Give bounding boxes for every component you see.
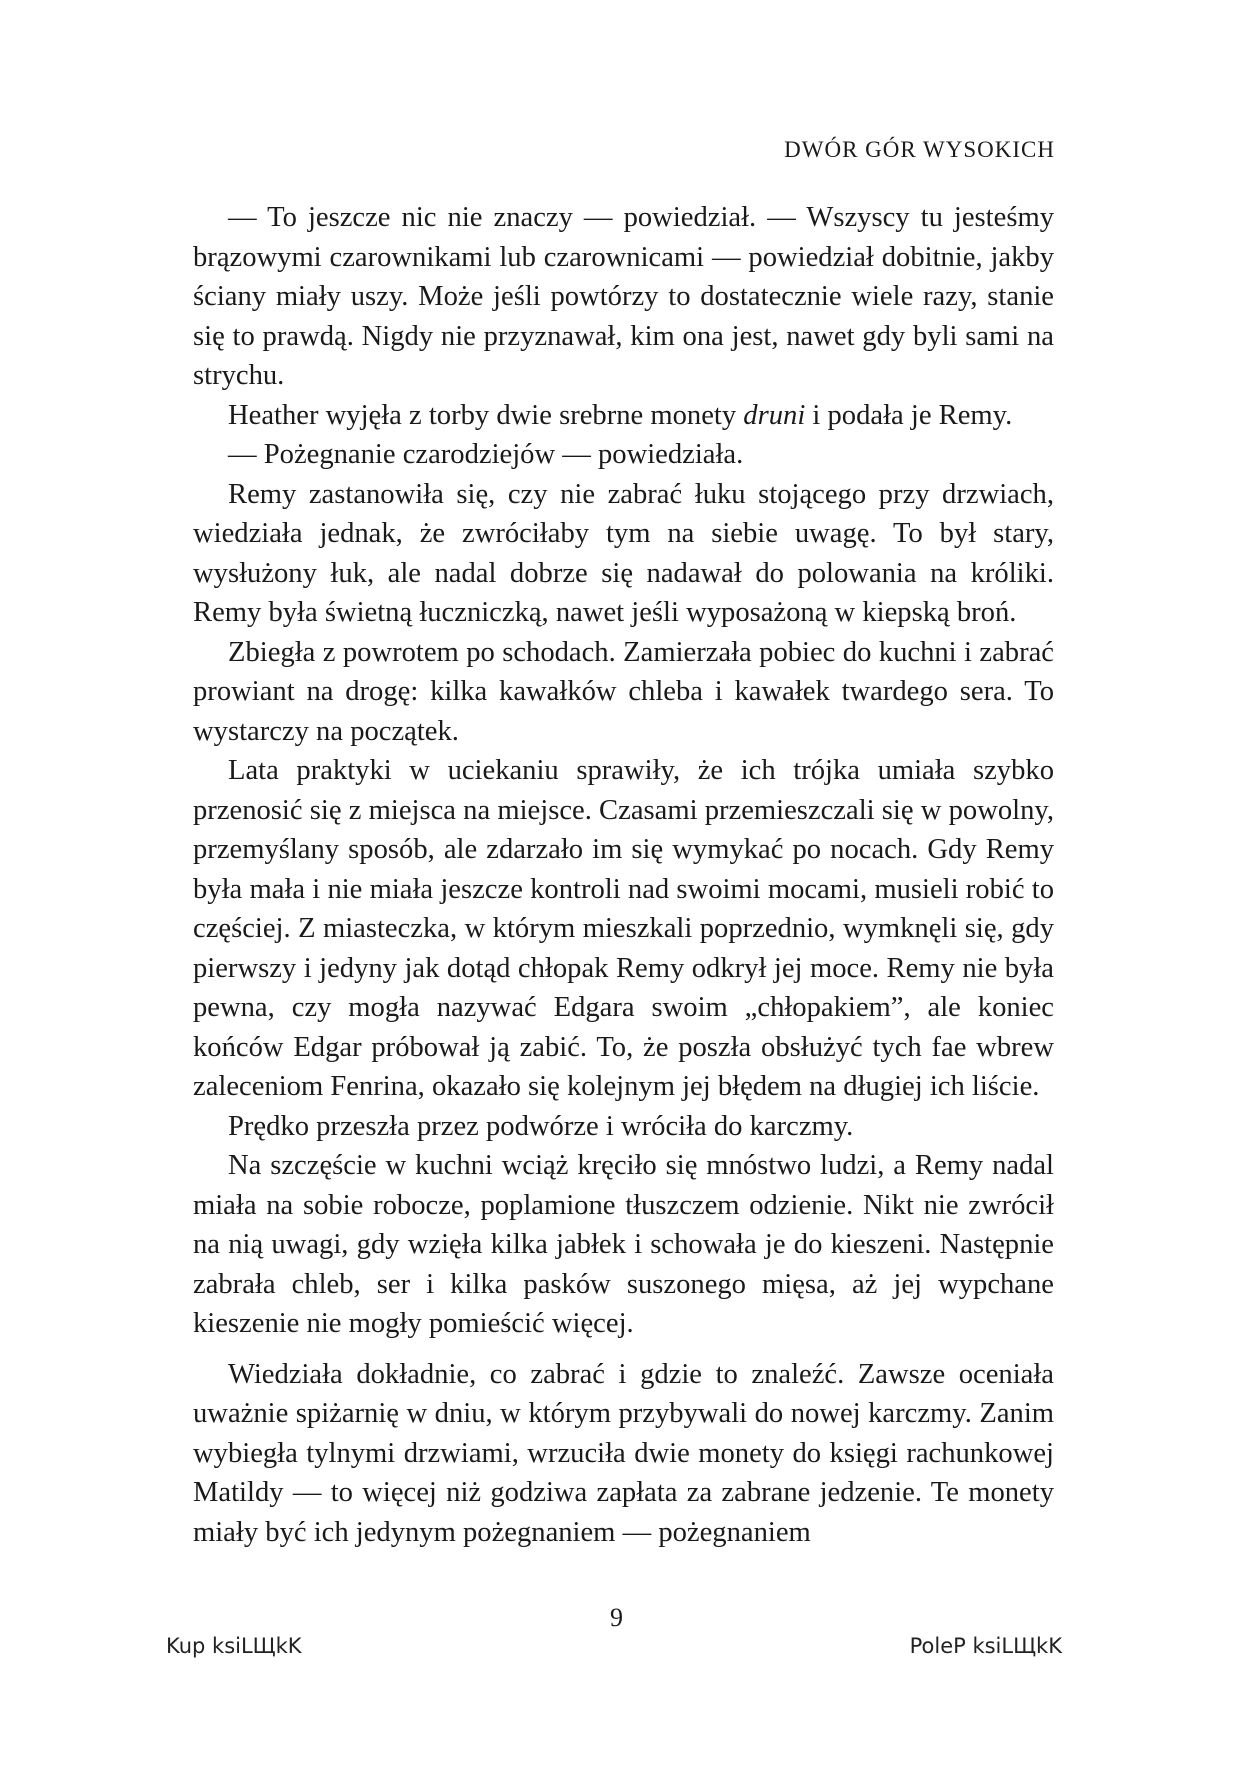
heather-text-before: Heather wyjęła z torby dwie srebrne monety [228, 399, 744, 431]
running-head-title: DWÓR GÓR WYSOKICH [784, 137, 1055, 162]
heather-text-after: i podała je Remy. [805, 399, 1013, 431]
paragraph-6: Na szczęście w kuchni wciąż kręciło się mnóstwo ludzi, a Remy nadal miała na sobie robocze, poplamione tłuszczem odzienie. Nikt nie zwrócił na nią uwagi, gdy wzięła kilka jabłek i schowała je do kieszeni. Następnie zabrała chleb, ser i kilka pasków suszonego mięsa, aż jej wypchane kieszenie nie mogły pomieścić więcej. [193, 1150, 1054, 1339]
paragraph-5: Prędko przeszła przez podwórze i wróciła do karczmy. [228, 1110, 854, 1142]
paragraph-1: — To jeszcze nic nie znaczy — powiedział. — Wszyscy tu jesteśmy brązowymi czarownikami lub czarownicami — powiedział dobitnie, jakby ściany miały uszy. Może jeśli powtórzy to dostatecznie wiele razy, stanie się to prawdą. Nigdy nie przyznawał, kim ona jest, nawet gdy byli sami na strychu. [193, 202, 1054, 391]
page-number: 9 [610, 1603, 623, 1632]
paragraph-farewell: — Pożegnanie czarodziejów — powiedziała. [228, 439, 744, 470]
recommend-book-link[interactable]: PoleP ksiLЩkK [909, 1634, 1062, 1658]
paragraph-2: Remy zastanowiła się, czy nie zabrać łuku stojącego przy drzwiach, wiedziała jednak, że zwróciłaby tym na siebie uwagę. To był stary, wysłużony łuk, ale nadal dobrze się nadawał do polowania na króliki. Remy była świetną łuczniczką, nawet jeśli wyposażoną w kiepską broń. [193, 478, 1054, 628]
paragraph-3: Zbiegła z powrotem po schodach. Zamierzała pobiec do kuchni i zabrać prowiant na drogę: kilka kawałków chleba i kawałek twardego sera. To wystarczy na początek. [193, 636, 1054, 747]
heather-text-italic: druni [743, 399, 806, 431]
paragraph-7: Wiedziała dokładnie, co zabrać i gdzie to znaleźć. Zawsze oceniała uważnie spiżarnię w dniu, w którym przybywali do nowej karczmy. Zanim wybiegła tylnymi drzwiami, wrzuciła dwie monety do księgi rachunkowej Matildy — to więcej niż godziwa zapłata za zabrane jedzenie. Te monety miały być ich jedynym pożegnaniem — pożegnaniem [193, 1358, 1054, 1548]
buy-book-link[interactable]: Kup ksiLЩkK [166, 1634, 302, 1658]
paragraph-4: Lata praktyki w uciekaniu sprawiły, że ich trójka umiała szybko przenosić się z miejsca na miejsce. Czasami przemieszczali się w powolny, przemyślany sposób, ale zdarzało im się wymykać po nocach. Gdy Remy była mała i nie miała jeszcze kontroli nad swoimi mocami, musieli robić to częściej. Z miasteczka, w którym mieszkali poprzednio, wymknęli się, gdy pierwszy i jedyny jak dotąd chłopak Remy odkrył jej moce. Remy nie była pewna, czy mogła nazywać Edgara swoim „chłopakiem”, ale koniec końców Edgar próbował ją zabić. To, że poszła obsłużyć tych fae wbrew zaleceniom Fenrina, okazało się kolejnym jej błędem na długiej ich liście. [193, 755, 1054, 1102]
paragraph-heather [193, 396, 1054, 436]
main-text [193, 198, 1054, 1552]
